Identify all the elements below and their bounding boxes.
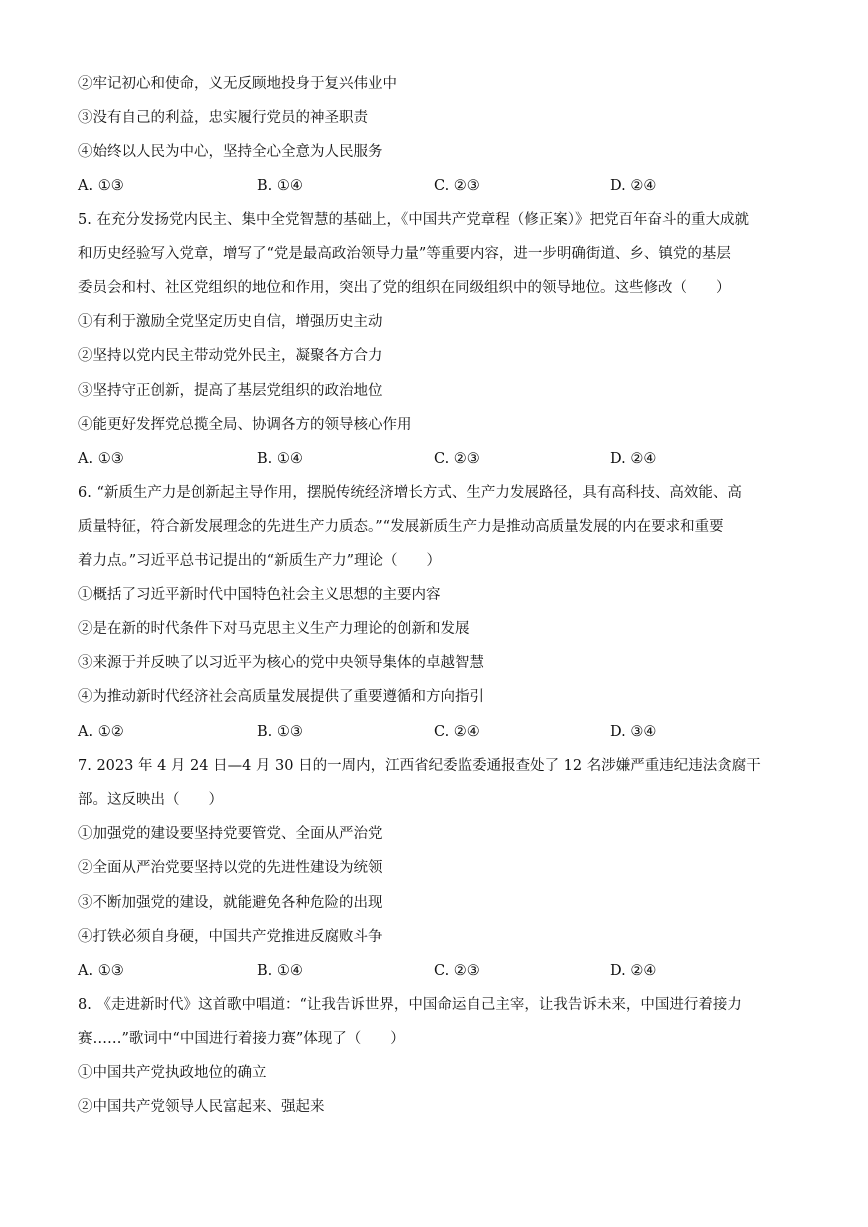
q7-options: [78, 961, 794, 981]
q7-item-3: ③不断加强党的建设，就能避免各种危险的出现: [78, 895, 383, 911]
q7-option-b: B. ①④: [257, 963, 303, 979]
q6-option-c: C. ②④: [434, 724, 480, 740]
q5-options: [78, 449, 794, 469]
q5-stem-line-3: 委员会和村、社区党组织的地位和作用，突出了党的组织在同级组织中的领导地位。这些修改（ ）: [78, 280, 731, 296]
q6-options: [78, 722, 794, 742]
q4-option-c: C. ②③: [434, 178, 480, 194]
q4-item-4: ④始终以人民为中心，坚持全心全意为人民服务: [78, 144, 383, 160]
q4-option-b: B. ①④: [257, 178, 303, 194]
q7-item-4: ④打铁必须自身硬，中国共产党推进反腐败斗争: [78, 929, 383, 945]
q6-stem-line-1: 6. “新质生产力是创新起主导作用，摆脱传统经济增长方式、生产力发展路径，具有高科技、高效能、高: [78, 485, 742, 501]
q8-item-1: ①中国共产党执政地位的确立: [78, 1065, 267, 1081]
q5-item-1: ①有利于激励全党坚定历史自信，增强历史主动: [78, 314, 383, 330]
q8-stem-line-2: 赛……”歌词中“中国进行着接力赛”体现了（ ）: [78, 1031, 405, 1047]
q4-option-d: D. ②④: [610, 178, 657, 194]
q5-item-2: ②坚持以党内民主带动党外民主，凝聚各方合力: [78, 348, 383, 364]
q7-stem-line-1: 7. 2023 年 4 月 24 日—4 月 30 日的一周内，江西省纪委监委通报查处了 12 名涉嫌严重违纪违法贪腐干: [78, 758, 761, 774]
q7-option-d: D. ②④: [610, 963, 657, 979]
q6-option-a: A. ①②: [78, 724, 124, 740]
q4-item-2: ②牢记初心和使命，义无反顾地投身于复兴伟业中: [78, 76, 397, 92]
q4-option-a: A. ①③: [78, 178, 124, 194]
q4-options: [78, 176, 794, 196]
q5-option-d: D. ②④: [610, 451, 657, 467]
q6-item-1: ①概括了习近平新时代中国特色社会主义思想的主要内容: [78, 587, 441, 603]
q7-item-1: ①加强党的建设要坚持党要管党、全面从严治党: [78, 826, 383, 842]
q8-item-2: ②中国共产党领导人民富起来、强起来: [78, 1099, 325, 1115]
q6-item-2: ②是在新的时代条件下对马克思主义生产力理论的创新和发展: [78, 621, 470, 637]
q5-item-4: ④能更好发挥党总揽全局、协调各方的领导核心作用: [78, 417, 412, 433]
q6-option-d: D. ③④: [610, 724, 657, 740]
q5-stem-line-2: 和历史经验写入党章，增写了“党是最高政治领导力量”等重要内容，进一步明确街道、乡、镇党的基层: [78, 246, 731, 262]
q5-option-c: C. ②③: [434, 451, 480, 467]
q4-item-3: ③没有自己的利益，忠实履行党员的神圣职责: [78, 110, 368, 126]
q5-option-a: A. ①③: [78, 451, 124, 467]
q5-item-3: ③坚持守正创新，提高了基层党组织的政治地位: [78, 383, 383, 399]
q7-option-a: A. ①③: [78, 963, 124, 979]
q8-stem-line-1: 8. 《走进新时代》这首歌中唱道：“让我告诉世界，中国命运自己主宰，让我告诉未来，中国进行着接力: [78, 997, 742, 1013]
q7-stem-line-2: 部。这反映出（ ）: [78, 792, 223, 808]
q7-item-2: ②全面从严治党要坚持以党的先进性建设为统领: [78, 860, 383, 876]
q6-item-3: ③来源于并反映了以习近平为核心的党中央领导集体的卓越智慧: [78, 655, 484, 671]
q5-option-b: B. ①④: [257, 451, 303, 467]
q7-option-c: C. ②③: [434, 963, 480, 979]
q6-option-b: B. ①③: [257, 724, 303, 740]
q6-stem-line-3: 着力点。”习近平总书记提出的“新质生产力”理论（ ）: [78, 553, 441, 569]
q6-item-4: ④为推动新时代经济社会高质量发展提供了重要遵循和方向指引: [78, 689, 484, 705]
q6-stem-line-2: 质量特征，符合新发展理念的先进生产力质态。”“发展新质生产力是推动高质量发展的内在要求和重要: [78, 519, 724, 535]
q5-stem-line-1: 5. 在充分发扬党内民主、集中全党智慧的基础上，《中国共产党章程（修正案）》把党百年奋斗的重大成就: [78, 212, 749, 228]
